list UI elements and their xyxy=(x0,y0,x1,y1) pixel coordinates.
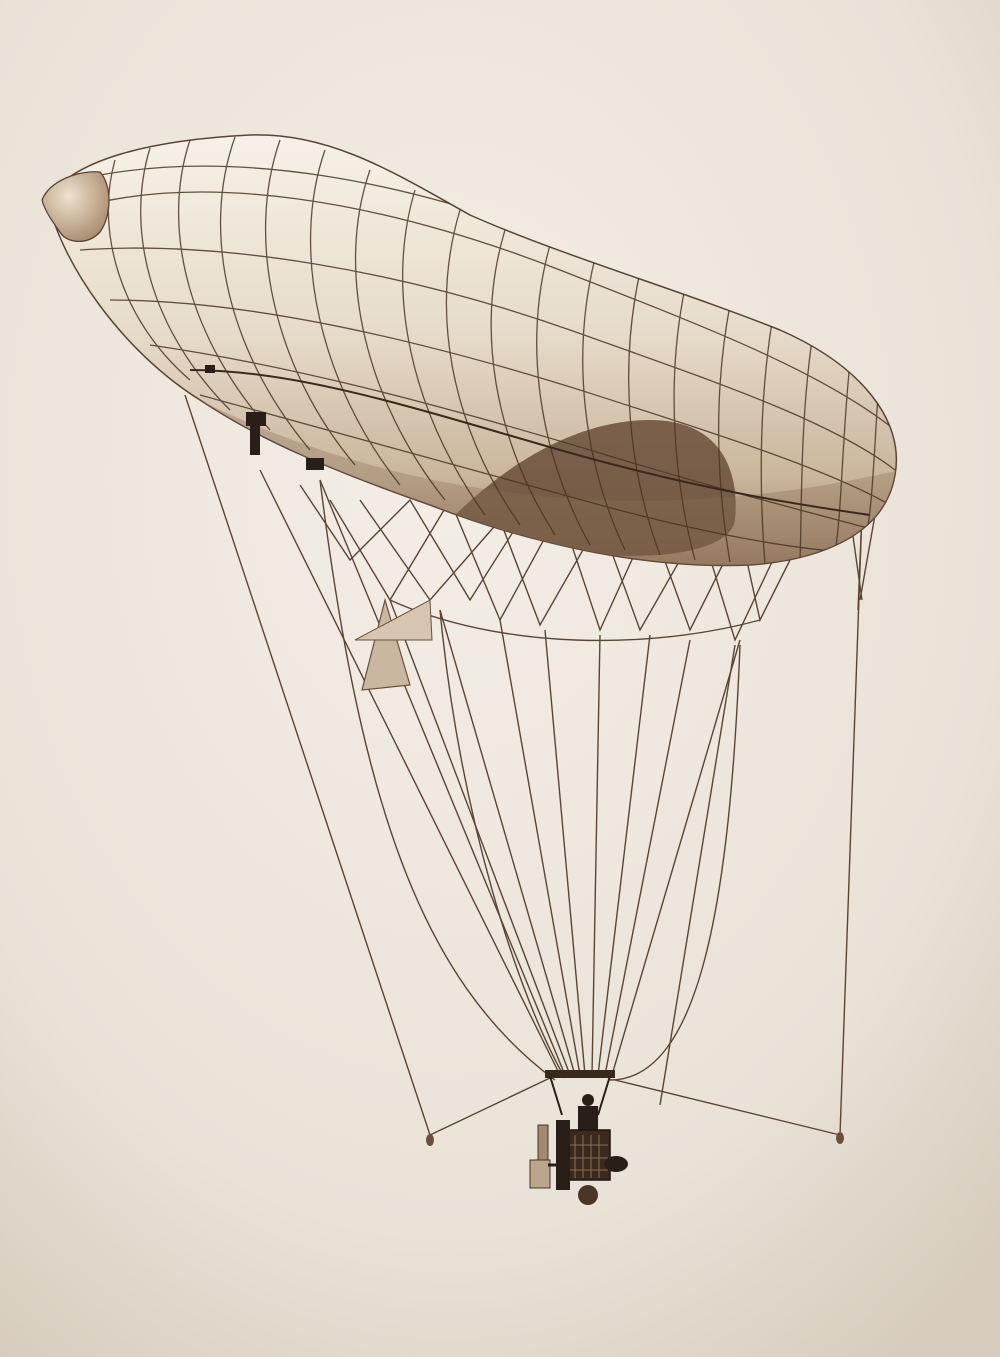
left-trail-weight xyxy=(426,1134,434,1146)
right-trail-weight xyxy=(836,1132,844,1144)
pilot xyxy=(582,1094,594,1106)
